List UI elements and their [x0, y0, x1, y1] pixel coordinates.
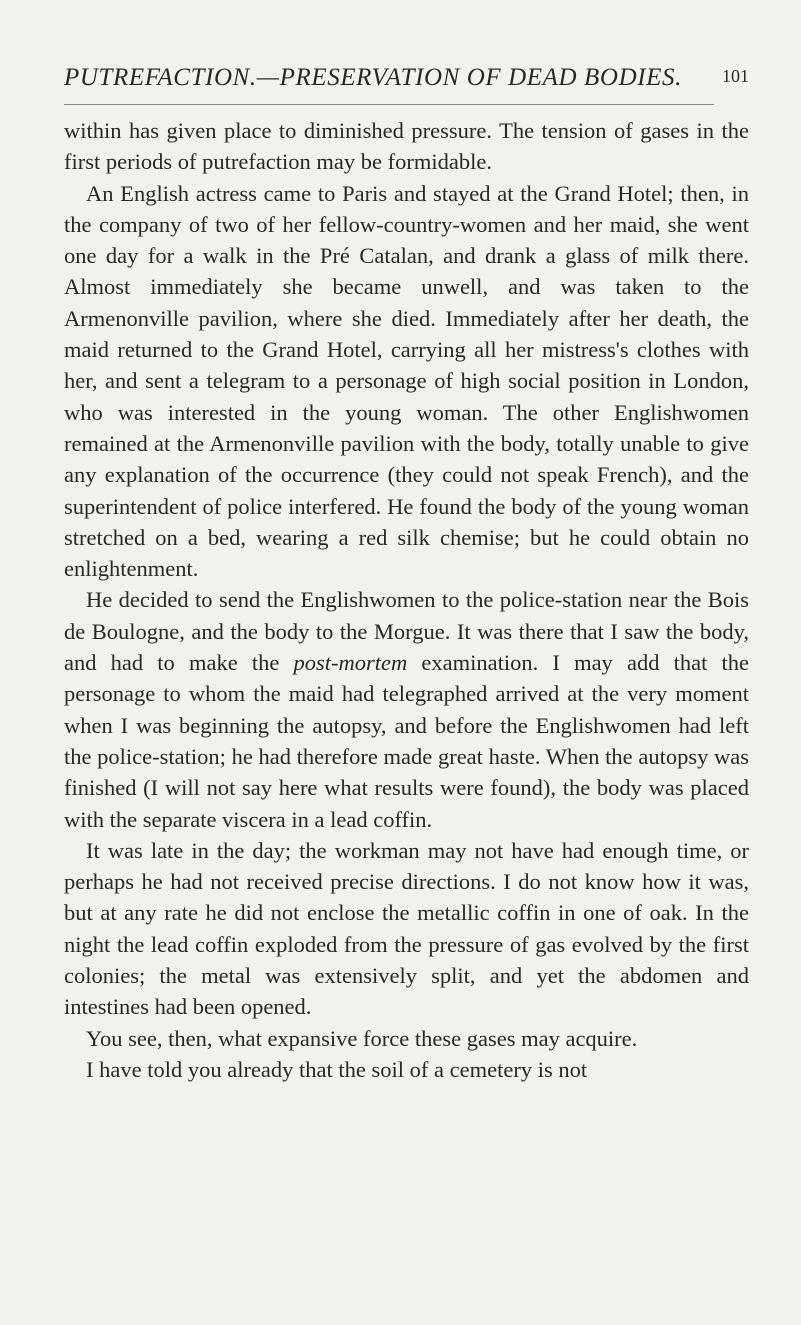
paragraph-3-text-after: examination. I may add that the personage to whom the maid had telegraphed arrived at the very moment when I was beginning the autopsy, and before the Englishwomen had left the police-station; he had therefore made great haste. When the autopsy was finished (I will not say here what results were found), the body was placed with the separate viscera in a lead coffin. — [64, 650, 749, 832]
paragraph-4: It was late in the day; the workman may not have had enough time, or perhaps he had not received precise directions. I do not know how it was, but at any rate he did not enclose the metallic coffin in one of oak. In the night the lead coffin exploded from the pressure of gas evolved by the first colonies; the metal was extensively split, and yet the abdomen and intestines had been opened. — [64, 837, 749, 1020]
paragraph-2: An English actress came to Paris and stayed at the Grand Hotel; then, in the company of two of her fellow-country-women and her maid, she went one day for a walk in the Pré Catalan, and drank a glass of milk there. Almost immediately she became unwell, and was taken to the Armenonville pavilion, where she died. Immediately after her death, the maid returned to the Grand Hotel, carrying all her mistress's clothes with her, and sent a telegram to a personage of high social position in London, who was interested in the young woman. The other Englishwomen remained at the Armenonville pavilion with the body, totally unable to give any explanation of the occurrence (they could not speak French), and the superintendent of police interfered. He found the body of the young woman stretched on a bed, wearing a red silk chemise; but he could obtain no enlightenment. — [64, 180, 749, 582]
body-text — [64, 115, 749, 1085]
paragraph-5: You see, then, what expansive force these gases may acquire. — [86, 1025, 638, 1051]
paragraph-6: I have told you already that the soil of a cemetery is not — [86, 1056, 588, 1082]
paragraph-1: within has given place to diminished pressure. The tension of gases in the first periods of putrefaction may be formidable. — [64, 118, 749, 175]
header-rule — [64, 104, 714, 105]
running-head-title: PUTREFACTION.—PRESERVATION OF DEAD BODIES. — [64, 64, 682, 91]
page-number: 101 — [722, 66, 749, 86]
running-head — [64, 64, 749, 100]
paragraph-3-text-before: He decided to send the Englishwomen to the police-station near the Bois de Boulogne, and the body to the Morgue. It was there that I saw the body, and had to make the — [64, 587, 749, 676]
paragraph-3-italic-term: post-mortem — [293, 650, 408, 676]
paragraph-3 — [64, 584, 749, 834]
